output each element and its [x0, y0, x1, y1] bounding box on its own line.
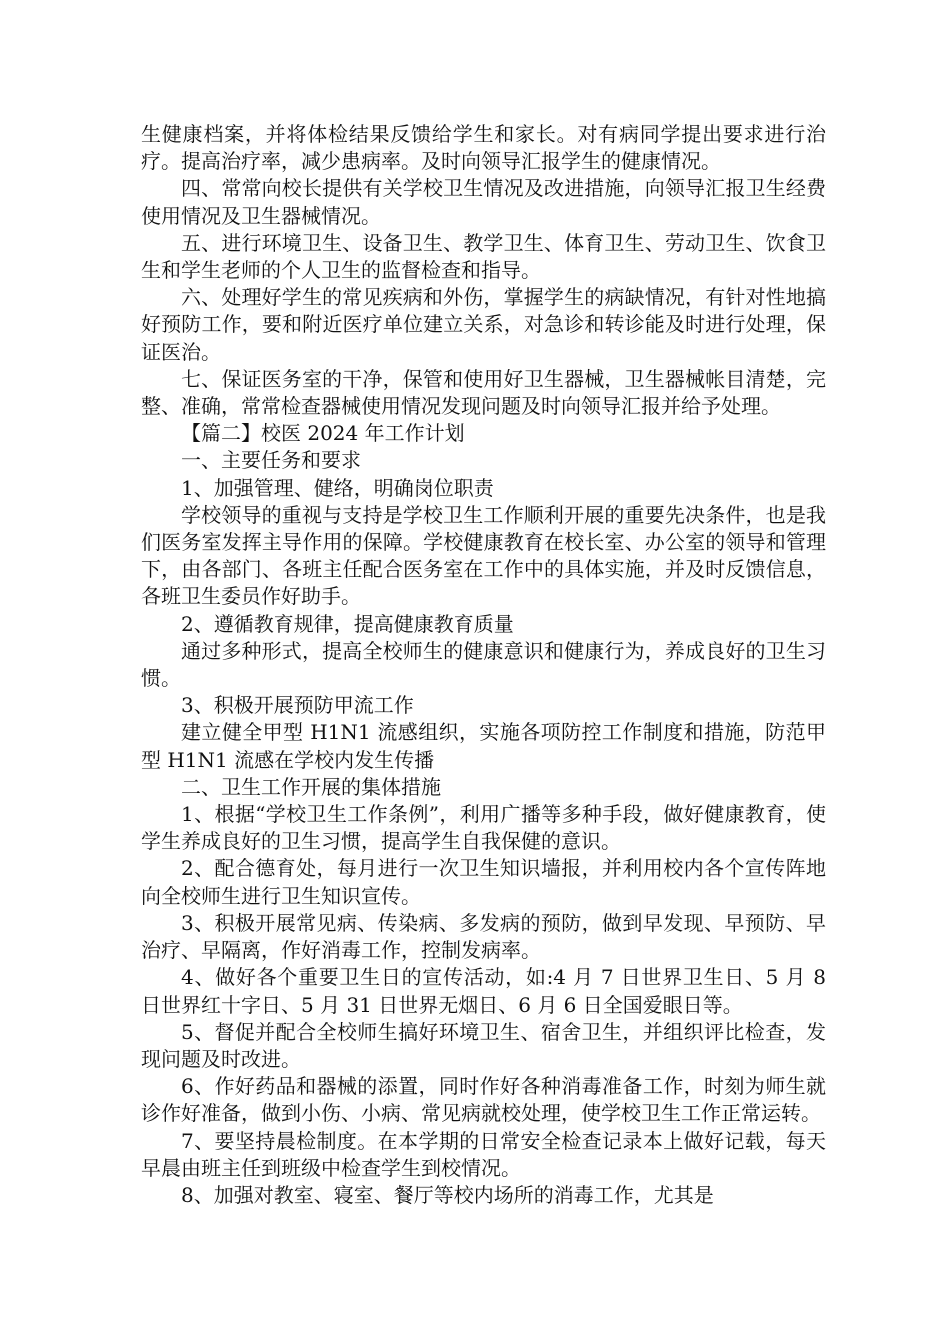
paragraph-leadership-support: 学校领导的重视与支持是学校卫生工作顺利开展的重要先决条件，也是我们医务室发挥主导作用的保障。学校健康教育在校长室、办公室的领导和管理下，由各部门、各班主任配合医务室在工作中的具体实施，并及时反馈信息，各班卫生委员作好助手。 [141, 502, 826, 609]
heading-main-tasks: 一、主要任务和要求 [181, 448, 361, 473]
heading-collective-measures: 二、卫生工作开展的集体措施 [181, 774, 441, 799]
paragraph-measure-six: 6、作好药品和器械的添置，同时作好各种消毒准备工作，时刻为师生就诊作好准备，做到小伤、小病、常见病就校处理，使学校卫生工作正常运转。 [141, 1074, 826, 1126]
paragraph-item-six: 六、处理好学生的常见疾病和外伤，掌握学生的病缺情况，有针对性地搞好预防工作，要和附近医疗单位建立关系，对急诊和转诊能及时进行处理，保证医治。 [141, 285, 826, 364]
paragraph-measure-two: 2、配合德育处，每月进行一次卫生知识墙报，并利用校内各个宣传阵地向全校师生进行卫生知识宣传。 [141, 856, 826, 908]
paragraph-health-awareness: 通过多种形式，提高全校师生的健康意识和健康行为，养成良好的卫生习惯。 [141, 638, 826, 691]
subheading-education-rules: 2、遵循教育规律，提高健康教育质量 [181, 611, 514, 636]
paragraph-item-four: 四、常常向校长提供有关学校卫生情况及改进措施，向领导汇报卫生经费使用情况及卫生器械情况。 [141, 176, 826, 228]
subheading-management: 1、加强管理、健络，明确岗位职责 [181, 475, 494, 500]
paragraph-measure-five: 5、督促并配合全校师生搞好环境卫生、宿舍卫生，并组织评比检查，发现问题及时改进。 [141, 1019, 826, 1071]
paragraph-measure-seven: 7、要坚持晨检制度。在本学期的日常安全检查记录本上做好记载，每天早晨由班主任到班级中检查学生到校情况。 [141, 1128, 826, 1180]
paragraph-h1n1-measures: 建立健全甲型 H1N1 流感组织，实施各项防控工作制度和措施，防范甲型 H1N1 流感在学校内发生传播 [141, 720, 826, 772]
section-heading-part-two: 【篇二】校医 2024 年工作计划 [181, 421, 465, 446]
paragraph-measure-four: 4、做好各个重要卫生日的宣传活动，如:4 月 7 日世界卫生日、5 月 8 日世界红十字日、5 月 31 日世界无烟日、6 月 6 日全国爱眼日等。 [141, 965, 826, 1017]
paragraph-item-five: 五、进行环境卫生、设备卫生、教学卫生、体育卫生、劳动卫生、饮食卫生和学生老师的个人卫生的监督检查和指导。 [141, 230, 826, 283]
paragraph-health-records-continued: 生健康档案，并将体检结果反馈给学生和家长。对有病同学提出要求进行治疗。提高治疗率，减少患病率。及时向领导汇报学生的健康情况。 [141, 122, 826, 174]
paragraph-measure-three: 3、积极开展常见病、传染病、多发病的预防，做到早发现、早预防、早治疗、早隔离，作好消毒工作，控制发病率。 [141, 910, 826, 963]
paragraph-measure-one: 1、根据“学校卫生工作条例”，利用广播等多种手段，做好健康教育，使学生养成良好的卫生习惯，提高学生自我保健的意识。 [141, 802, 826, 854]
subheading-flu-prevention: 3、积极开展预防甲流工作 [181, 693, 414, 718]
paragraph-item-seven: 七、保证医务室的干净，保管和使用好卫生器械，卫生器械帐目清楚，完整、准确，常常检查器械使用情况发现问题及时向领导汇报并给予处理。 [141, 366, 826, 419]
document-body [141, 121, 826, 1209]
paragraph-measure-eight: 8、加强对教室、寝室、餐厅等校内场所的消毒工作，尤其是 [181, 1182, 714, 1207]
